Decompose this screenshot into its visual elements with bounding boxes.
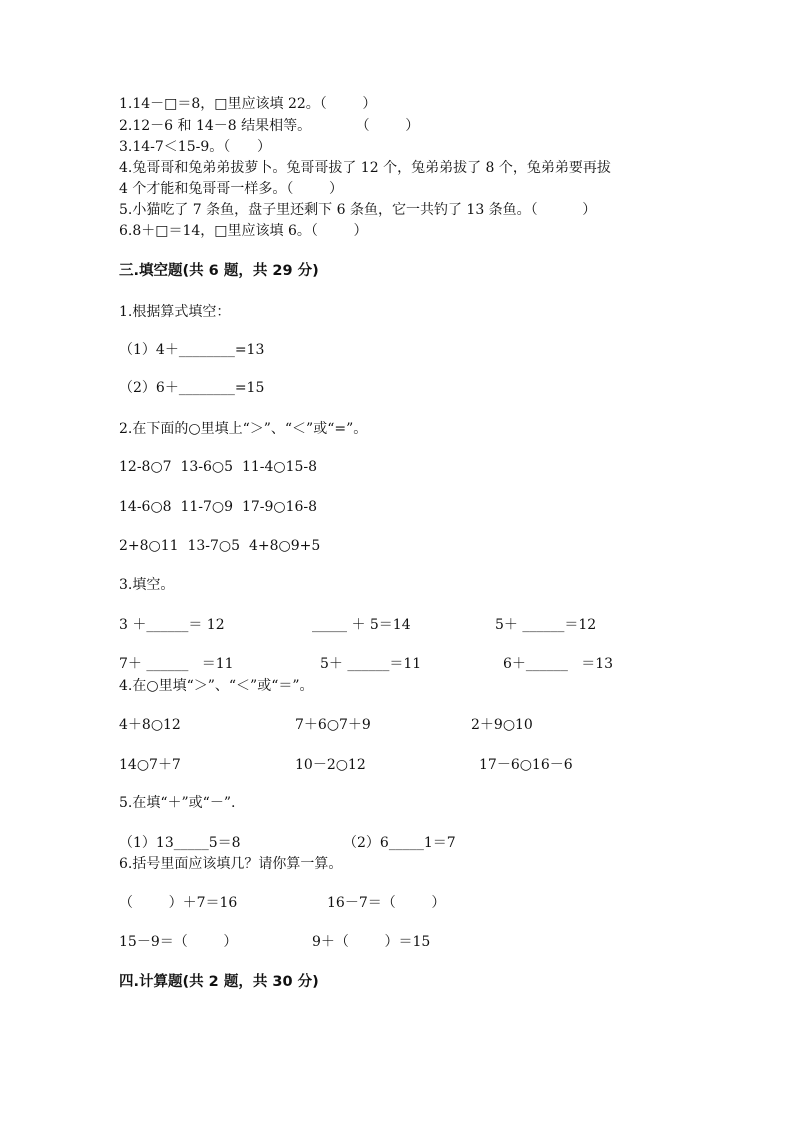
judge-item-4: 4.兔哥哥和兔弟弟拔萝卜。兔哥哥拔了 12 个，兔弟弟拔了 8 个，兔弟弟要再拔 (119, 160, 611, 176)
fill-q1-line-2: （2）6＋________=15 (119, 380, 265, 396)
fill-q5-r1-a: （1）13_____5＝8 (119, 835, 241, 851)
section-heading-calc: 四.计算题(共 2 题，共 30 分) (119, 974, 319, 990)
judge-item-3: 3.14-7＜15-9。（ ） (119, 139, 271, 155)
fill-q4-title: 4.在○里填“＞”、“＜”或“＝”。 (119, 678, 314, 694)
fill-q3-r1-b: _____ ＋ 5＝14 (312, 617, 411, 633)
judge-item-2: 2.12－6 和 14－8 结果相等。 （ ） (119, 118, 420, 134)
fill-q5-title: 5.在填“＋”或“－”. (119, 795, 236, 811)
fill-q6-r1-b: 16－7＝（ ） (327, 895, 446, 911)
judge-item-1: 1.14－□＝8，□里应该填 22。（ ） (119, 96, 377, 112)
fill-q2-line-1: 12-8○7 13-6○5 11-4○15-8 (119, 459, 318, 475)
fill-q3-r2-c: 6＋______ ＝13 (503, 656, 614, 672)
fill-q5-r1-b: （2）6_____1＝7 (343, 835, 456, 851)
fill-q4-r1-c: 2＋9○10 (471, 717, 533, 733)
fill-q4-r2-b: 10－2○12 (295, 757, 366, 773)
fill-q1-line-1: （1）4＋________=13 (119, 342, 265, 358)
fill-q6-r1-a: （ ）＋7＝16 (119, 895, 238, 911)
fill-q4-r2-c: 17－6○16－6 (479, 757, 573, 773)
fill-q4-r2-a: 14○7＋7 (119, 757, 181, 773)
fill-q6-title: 6.括号里面应该填几？请你算一算。 (119, 856, 343, 872)
fill-q3-r1-c: 5＋ ______＝12 (495, 617, 597, 633)
fill-q3-r1-a: 3 ＋______＝ 12 (119, 617, 225, 633)
fill-q4-r1-a: 4＋8○12 (119, 717, 181, 733)
fill-q4-r1-b: 7＋6○7＋9 (295, 717, 371, 733)
judge-item-4-cont: 4 个才能和兔哥哥一样多。（ ） (119, 181, 343, 197)
fill-q6-r2-b: 9＋（ ）＝15 (312, 934, 431, 950)
judge-item-5: 5.小猫吃了 7 条鱼，盘子里还剩下 6 条鱼，它一共钓了 13 条鱼。（ ） (119, 202, 597, 218)
fill-q6-r2-a: 15－9＝（ ） (119, 934, 238, 950)
judge-item-6: 6.8＋□＝14，□里应该填 6。（ ） (119, 223, 368, 239)
fill-q1-title: 1.根据算式填空： (119, 304, 231, 320)
fill-q2-title: 2.在下面的○里填上“＞”、“＜”或“=”。 (119, 421, 368, 437)
fill-q2-line-2: 14-6○8 11-7○9 17-9○16-8 (119, 499, 318, 515)
fill-q2-line-3: 2+8○11 13-7○5 4+8○9+5 (119, 538, 321, 554)
fill-q3-title: 3.填空。 (119, 577, 175, 593)
fill-q3-r2-b: 5＋ ______＝11 (320, 656, 422, 672)
fill-q3-r2-a: 7＋ ______ ＝11 (119, 656, 234, 672)
section-heading-fill: 三.填空题(共 6 题，共 29 分) (119, 263, 319, 279)
